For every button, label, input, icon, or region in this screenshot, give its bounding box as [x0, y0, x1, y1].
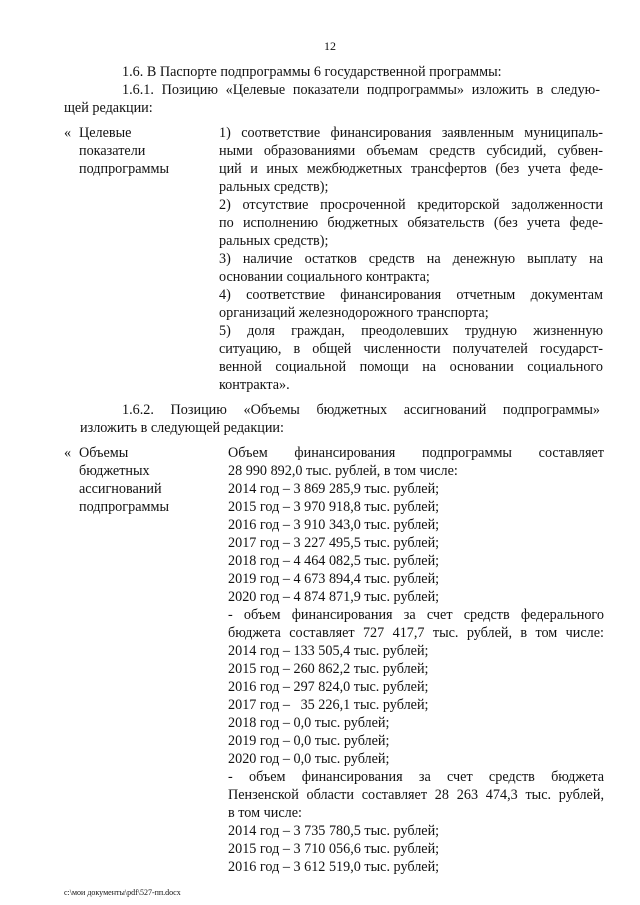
targets-line-7: ральных средств); [219, 233, 329, 249]
volumes-quote-mark: « [64, 445, 72, 461]
volumes-line-16: 2018 год – 0,0 тыс. рублей; [228, 715, 390, 731]
volumes-line-15: 2017 год – 35 226,1 тыс. рублей; [228, 697, 429, 713]
targets-line-8: 3) наличие остатков средств на денежную выплату на [219, 251, 603, 267]
volumes-label-line-1: Объемы [79, 445, 129, 461]
intro-line-2: 1.6.1. Позицию «Целевые показатели подпрограммы» изложить в следую- [122, 82, 600, 98]
volumes-line-17: 2019 год – 0,0 тыс. рублей; [228, 733, 390, 749]
volumes-line-3: 2014 год – 3 869 285,9 тыс. рублей; [228, 481, 440, 497]
volumes-line-11: бюджета составляет 727 417,7 тыс. рублей, в том числе: [228, 625, 604, 641]
targets-line-1: 1) соответствие финансирования заявленным муниципаль- [219, 125, 603, 141]
volumes-line-7: 2018 год – 4 464 082,5 тыс. рублей; [228, 553, 440, 569]
volumes-line-24: 2016 год – 3 612 519,0 тыс. рублей; [228, 859, 440, 875]
targets-line-13: ситуацию, в общей численности получателей государст- [219, 341, 603, 357]
volumes-line-6: 2017 год – 3 227 495,5 тыс. рублей; [228, 535, 440, 551]
targets-line-15: контракта». [219, 377, 290, 393]
volumes-line-10: - объем финансирования за счет средств федерального [228, 607, 604, 623]
targets-label-line-3: подпрограммы [79, 161, 169, 177]
volumes-line-14: 2016 год – 297 824,0 тыс. рублей; [228, 679, 429, 695]
volumes-line-9: 2020 год – 4 874 871,9 тыс. рублей; [228, 589, 440, 605]
volumes-label-line-4: подпрограммы [79, 499, 169, 515]
targets-line-6: по исполнению бюджетных обязательств (без учета феде- [219, 215, 603, 231]
targets-line-14: венной социальной помощи на основании социального [219, 359, 603, 375]
volumes-line-8: 2019 год – 4 673 894,4 тыс. рублей; [228, 571, 440, 587]
targets-label-line-1: Целевые [79, 125, 132, 141]
intro-line-3: щей редакции: [64, 100, 153, 116]
volumes-line-12: 2014 год – 133 505,4 тыс. рублей; [228, 643, 429, 659]
targets-label-line-2: показатели [79, 143, 146, 159]
volumes-line-1: Объем финансирования подпрограммы составляет [228, 445, 604, 461]
targets-quote-mark: « [64, 125, 72, 141]
page-number: 12 [324, 39, 336, 53]
volumes-line-19: - объем финансирования за счет средств бюджета [228, 769, 604, 785]
volumes-line-22: 2014 год – 3 735 780,5 тыс. рублей; [228, 823, 440, 839]
volumes-line-20: Пензенской области составляет 28 263 474,3 тыс. рублей, [228, 787, 604, 803]
section2-line-2: изложить в следующей редакции: [80, 420, 284, 436]
volumes-line-18: 2020 год – 0,0 тыс. рублей; [228, 751, 390, 767]
targets-line-11: организаций железнодорожного транспорта; [219, 305, 489, 321]
footer-file-path: c:\мои документы\pdf\527-пп.docx [64, 888, 181, 897]
volumes-line-5: 2016 год – 3 910 343,0 тыс. рублей; [228, 517, 440, 533]
targets-line-3: ций и иных межбюджетных трансфертов (без учета феде- [219, 161, 603, 177]
volumes-line-23: 2015 год – 3 710 056,6 тыс. рублей; [228, 841, 440, 857]
intro-line-1: 1.6. В Паспорте подпрограммы 6 государственной программы: [122, 64, 502, 80]
targets-line-10: 4) соответствие финансирования отчетным документам [219, 287, 603, 303]
volumes-line-4: 2015 год – 3 970 918,8 тыс. рублей; [228, 499, 440, 515]
targets-line-5: 2) отсутствие просроченной кредиторской задолженности [219, 197, 603, 213]
volumes-line-2: 28 990 892,0 тыс. рублей, в том числе: [228, 463, 458, 479]
volumes-label-line-3: ассигнований [79, 481, 162, 497]
targets-line-4: ральных средств); [219, 179, 329, 195]
section2-line-1: 1.6.2. Позицию «Объемы бюджетных ассигнований подпрограммы» [122, 402, 600, 418]
volumes-label-line-2: бюджетных [79, 463, 150, 479]
targets-line-2: ными образованиями объемам средств субсидий, субвен- [219, 143, 603, 159]
volumes-line-21: в том числе: [228, 805, 302, 821]
targets-line-12: 5) доля граждан, преодолевших трудную жизненную [219, 323, 603, 339]
volumes-line-13: 2015 год – 260 862,2 тыс. рублей; [228, 661, 429, 677]
targets-line-9: основании социального контракта; [219, 269, 430, 285]
